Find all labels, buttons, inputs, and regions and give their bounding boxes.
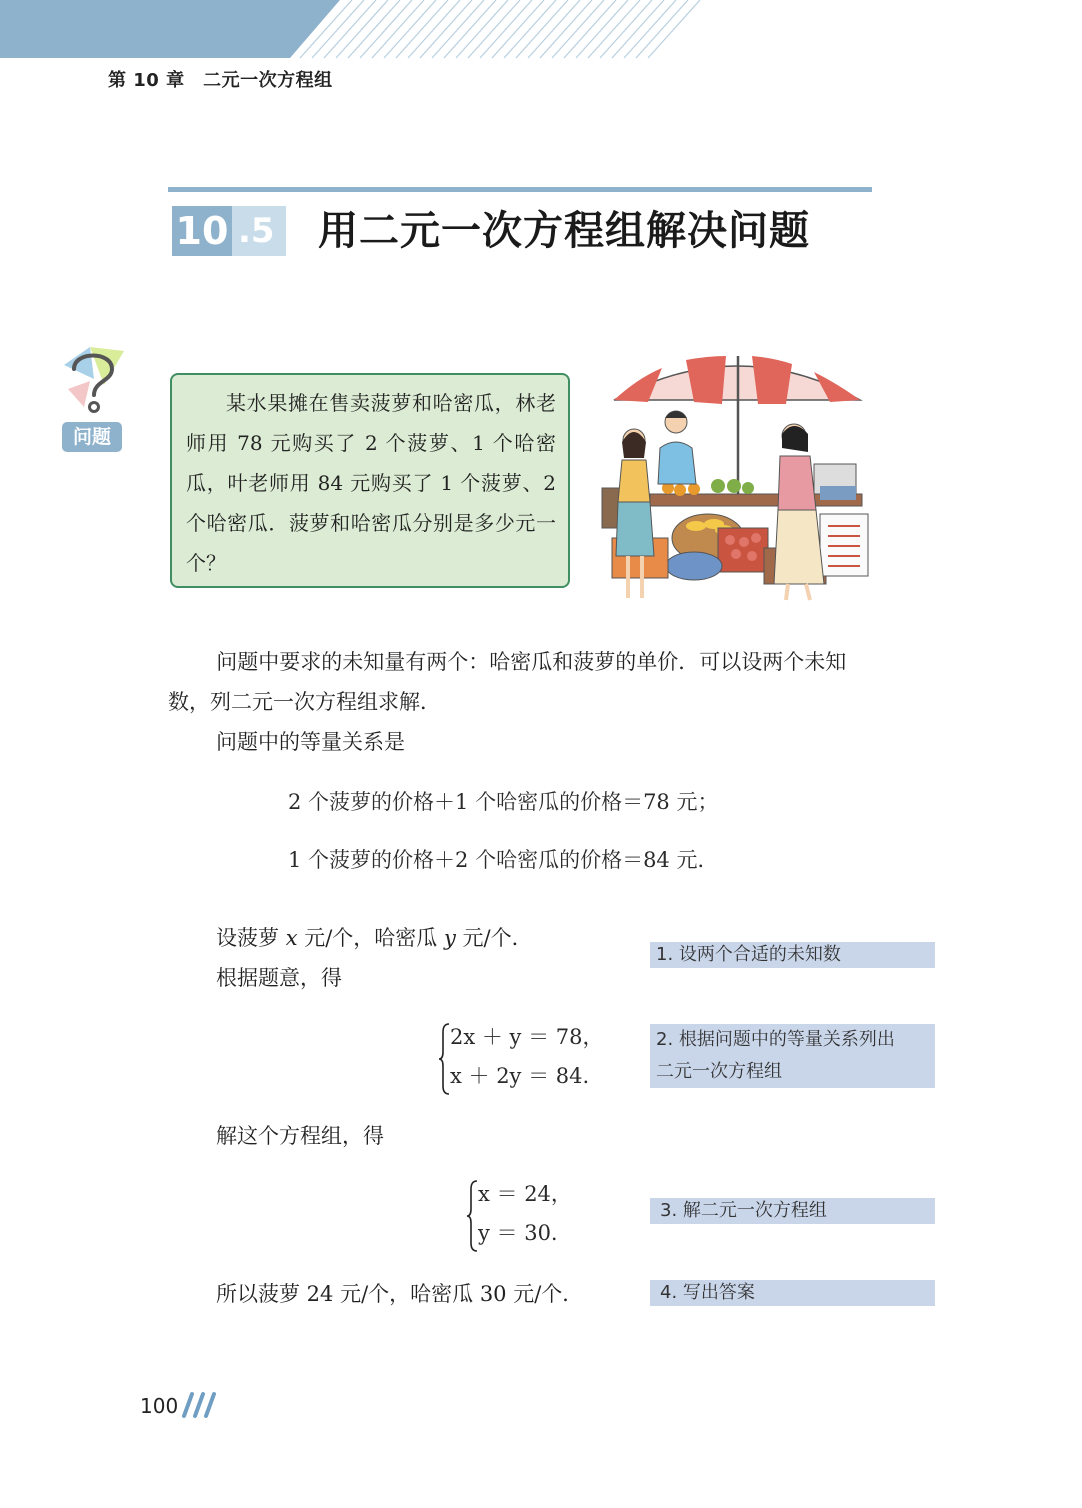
let-variables-line [216, 918, 533, 958]
question-mark-icon [60, 345, 126, 415]
let-prefix: 设菠萝 [216, 926, 286, 950]
let-suffix: 元/个． [455, 926, 533, 950]
let-mid: 元/个，哈密瓜 [297, 926, 444, 950]
system-2-row-1: x ＝ 24， [478, 1182, 572, 1206]
step-note-1: 1. 设两个合适的未知数 [650, 942, 935, 968]
solve-line: 解这个方程组，得 [216, 1124, 384, 1148]
intro-paragraph: 问题中要求的未知量有两个：哈密瓜和菠萝的单价．可以设两个未知数，列二元一次方程组求解． [168, 650, 847, 714]
step-note-3: 3. 解二元一次方程组 [650, 1198, 935, 1224]
system-2-row-2: y ＝ 30. [478, 1221, 558, 1245]
relation-intro: 问题中的等量关系是 [216, 730, 405, 754]
page-number: 100 [140, 1394, 179, 1418]
problem-text: 某水果摊在售卖菠萝和哈密瓜，林老师用 78 元购买了 2 个菠萝、1 个哈密瓜，叶老师用 84 元购买了 1 个菠萝、2 个哈密瓜．菠萝和哈密瓜分别是多少元一个？ [186, 391, 556, 575]
system-1-row-1: 2x ＋ y ＝ 78， [450, 1025, 604, 1049]
question-tag: 问题 [62, 422, 122, 452]
step-note-2 [650, 1024, 935, 1088]
equation-system-1 [438, 1018, 638, 1098]
step-note-4: 4. 写出答案 [650, 1280, 935, 1306]
variable-y: y [443, 926, 456, 950]
section-title: 用二元一次方程组解决问题 [318, 208, 810, 254]
equality-relation-2: 1 个菠萝的价格＋2 个哈密瓜的价格＝84 元． [288, 848, 719, 872]
title-rule [168, 187, 872, 192]
answer-line: 所以菠萝 24 元/个，哈密瓜 30 元/个． [216, 1282, 584, 1306]
page-number-slashes-icon [176, 1390, 216, 1420]
step-note-2-line-1: 2. 根据问题中的等量关系列出 [656, 1029, 895, 1050]
section-number-badge [172, 206, 286, 256]
chapter-header: 第 10 章 二元一次方程组 [108, 70, 333, 91]
variable-x: x [285, 926, 298, 950]
section-number-sub: .5 [232, 206, 286, 256]
section-number-main: 10 [172, 206, 232, 256]
according-line: 根据题意，得 [216, 966, 342, 990]
header-band [0, 0, 1082, 60]
left-brace-icon [466, 1179, 478, 1253]
system-1-row-2: x ＋ 2y ＝ 84. [450, 1064, 590, 1088]
equation-system-2 [466, 1175, 606, 1255]
fruit-stall-illustration [598, 352, 876, 606]
equality-relation-1: 2 个菠萝的价格＋1 个哈密瓜的价格＝78 元； [288, 790, 719, 814]
problem-box [170, 373, 570, 588]
left-brace-icon [438, 1022, 450, 1096]
step-note-2-line-2: 二元一次方程组 [656, 1061, 782, 1082]
